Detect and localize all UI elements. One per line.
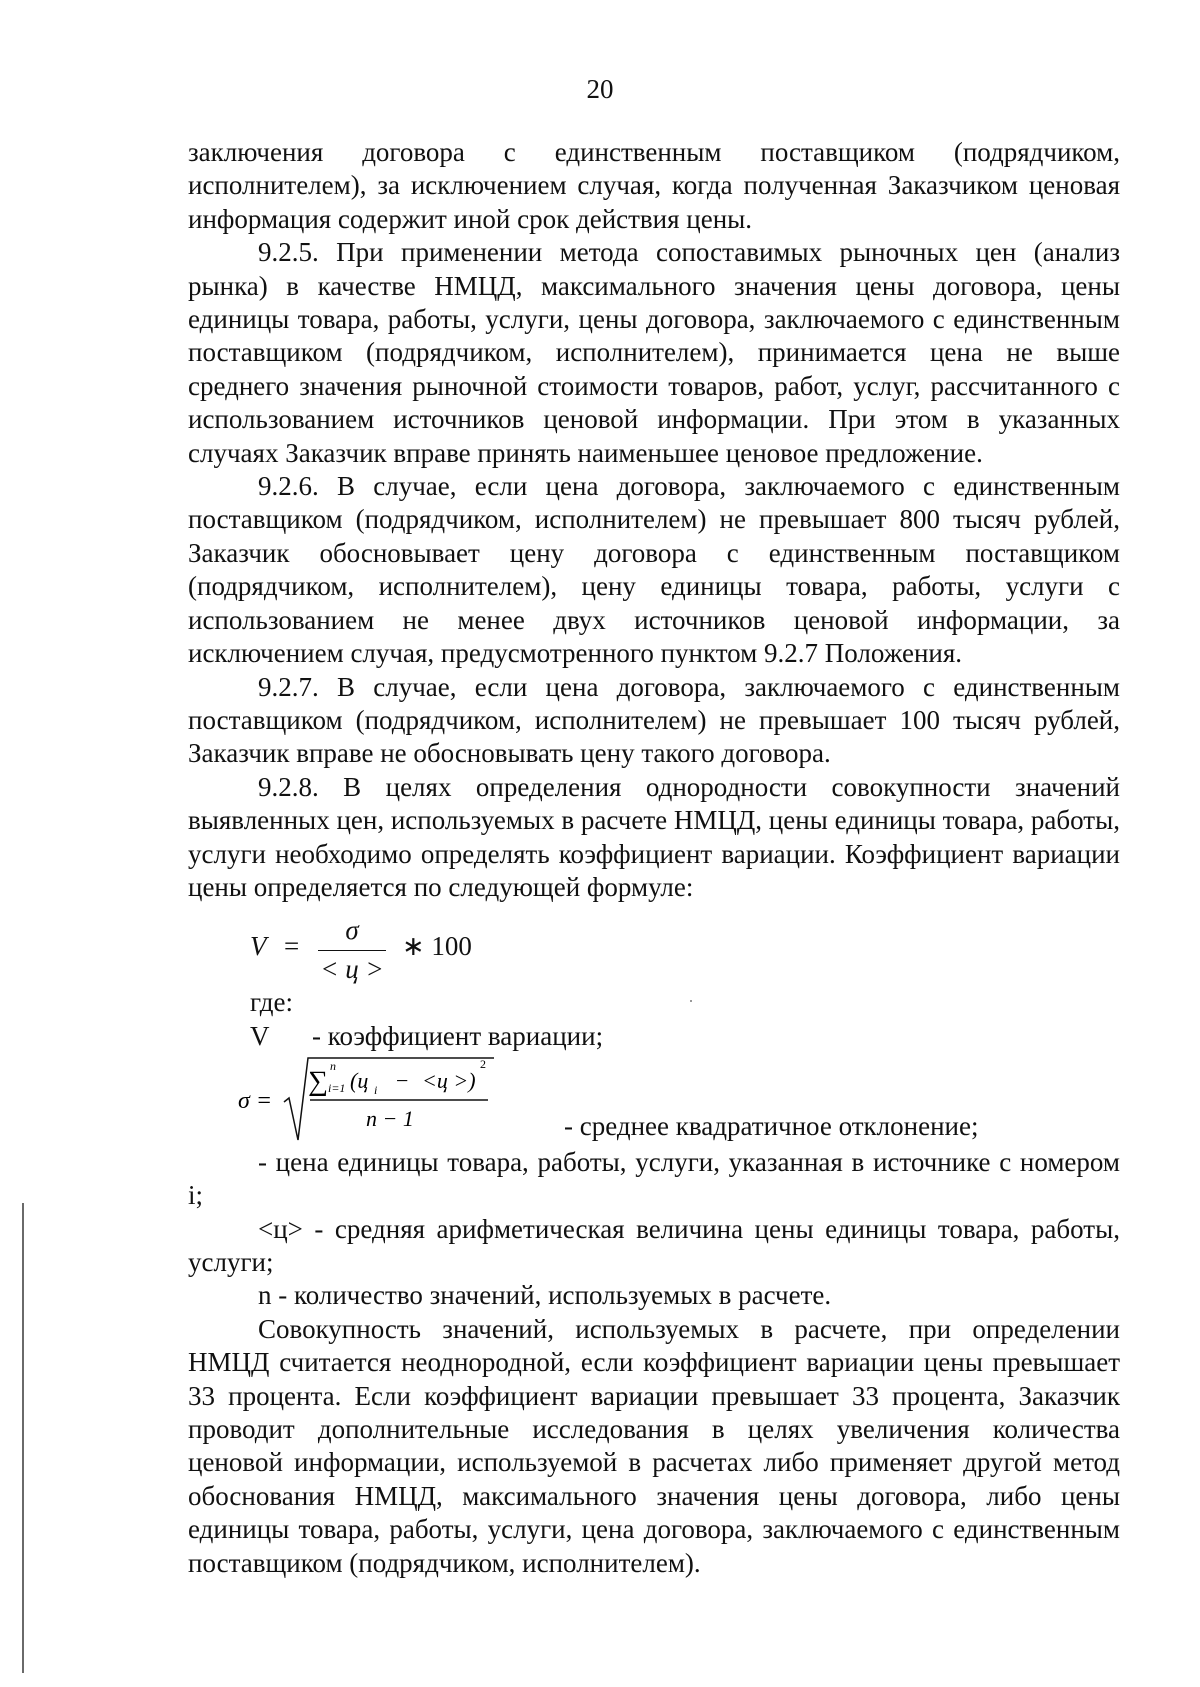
paragraph-9-2-5: 9.2.5. При применении метода сопоставимых рыночных цен (анализ рынка) в качестве НМЦД, максимального значения цены договора, цены единицы товара, работы, услуги, цены договора, заключаемого с единственным поставщиком (подрядчиком, исполнителем), принимается цена не выше среднего значения рыночной стоимости товаров, работ, услуг, рассчитанного с использованием источников ценовой информации. При этом в указанных случаях Заказчик вправе принять наименьшее ценовое предложение. bbox=[188, 237, 1120, 468]
variation-coefficient-formula bbox=[250, 915, 1120, 984]
sum-mean: <ц >) bbox=[422, 1067, 476, 1093]
sigma-description: - среднее квадратичное отклонение; bbox=[564, 1110, 979, 1141]
sigma-denominator: n − 1 bbox=[366, 1105, 414, 1131]
sum-symbol: ∑ bbox=[308, 1065, 328, 1097]
definition-v-text: - коэффициент вариации; bbox=[312, 1020, 604, 1051]
sum-minus: − bbox=[396, 1067, 409, 1093]
sum-upper: n bbox=[330, 1058, 336, 1073]
formula-fraction bbox=[318, 914, 386, 986]
definition-mean: <ц> - средняя арифметическая величина цены единицы товара, работы, услуги; bbox=[188, 1213, 1120, 1277]
sum-lower: i=1 bbox=[328, 1080, 346, 1095]
formula-multiplier: ∗ 100 bbox=[402, 931, 472, 962]
sigma-formula-graphic bbox=[238, 1054, 568, 1146]
paragraph-9-2-8: 9.2.8. В целях определения однородности совокупности значений выявленных цен, используемых в расчете НМЦД, цены единицы товара, работы, услуги необходимо определять коэффициент вариации. Коэффициент вариации цены определяется по следующей формуле: bbox=[188, 771, 1120, 902]
formula-equals: = bbox=[284, 931, 300, 962]
paragraph-homogeneity: Совокупность значений, используемых в расчете, при определении НМЦД считается неоднородной, если коэффициент вариации цены превышает 33 процента. Если коэффициент вариации превышает 33 процента, Заказчик проводит дополнительные исследования в целях увеличения количества ценовой информации, используемой в расчетах либо применяет другой метод обоснования НМЦД, максимального значения цены договора, либо цены единицы товара, работы, услуги, цена договора, заключаемого с единственным поставщиком (подрядчиком, исполнителем). bbox=[188, 1313, 1120, 1578]
document-body bbox=[188, 136, 1120, 1580]
formula-denominator: < ц > bbox=[320, 953, 384, 984]
formula-numerator: σ bbox=[318, 914, 386, 950]
std-deviation-formula bbox=[238, 1054, 1120, 1146]
sigma-lhs: σ = bbox=[238, 1087, 273, 1114]
formula-lhs: V bbox=[250, 931, 267, 962]
definition-n: n - количество значений, используемых в расчете. bbox=[258, 1280, 832, 1311]
paragraph-9-2-7: 9.2.7. В случае, если цена договора, заключаемого с единственным поставщиком (подрядчиком, исполнителем) не превышает 100 тысяч рублей, Заказчик вправе не обосновывать цену такого договора. bbox=[188, 671, 1120, 769]
definition-v bbox=[250, 1020, 1120, 1054]
scan-edge-line bbox=[22, 1203, 24, 1673]
definition-v-symbol: V bbox=[250, 1020, 270, 1051]
definition-ci: - цена единицы товара, работы, услуги, указанная в источнике с номером i; bbox=[188, 1146, 1120, 1211]
paragraph-intro: заключения договора с единственным поставщиком (подрядчиком, исполнителем), за исключением случая, когда полученная Заказчиком ценовая информация содержит иной срок действия цены. bbox=[188, 137, 1120, 234]
sum-term: (ц bbox=[350, 1067, 369, 1093]
paragraph-9-2-6: 9.2.6. В случае, если цена договора, заключаемого с единственным поставщиком (подрядчиком, исполнителем) не превышает 800 тысяч рублей, Заказчик обосновывает цену договора с единственным поставщиком (подрядчиком, исполнителем), цену единицы товара, работы, услуги с использованием не менее двух источников ценовой информации, за исключением случая, предусмотренного пунктом 9.2.7 Положения. bbox=[188, 471, 1120, 669]
scan-speck bbox=[690, 1000, 692, 1002]
where-label: где: bbox=[250, 987, 293, 1018]
sum-power: 2 bbox=[480, 1056, 486, 1071]
page-number: 20 bbox=[586, 74, 614, 104]
sum-term-sub: i bbox=[374, 1082, 378, 1097]
